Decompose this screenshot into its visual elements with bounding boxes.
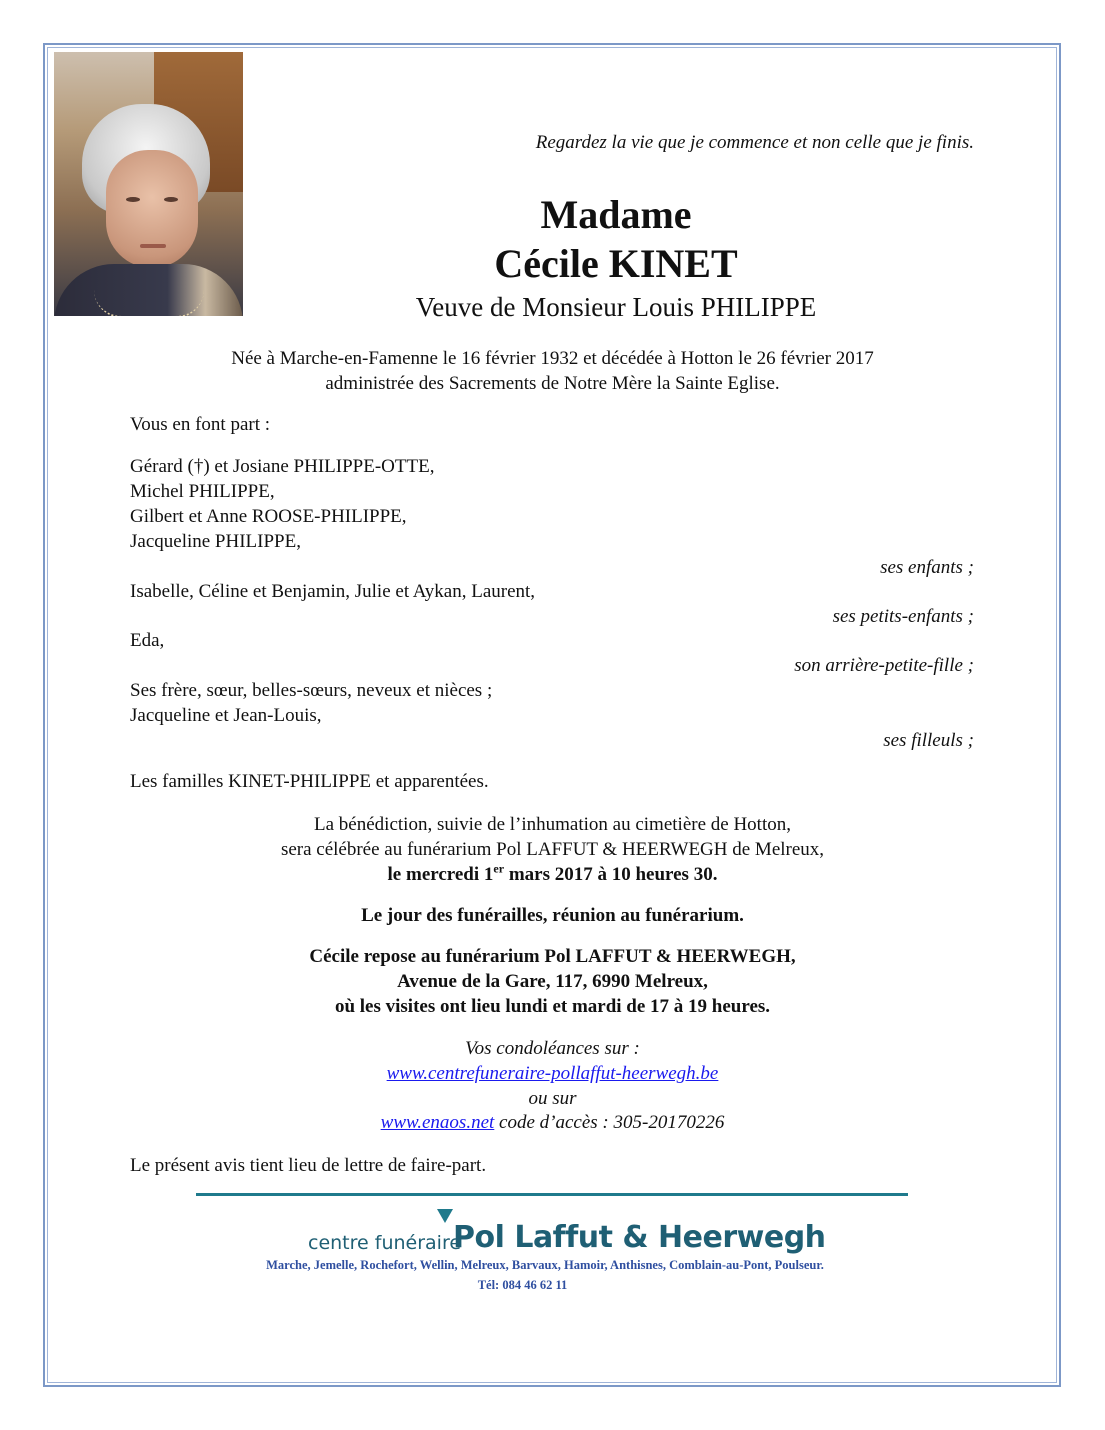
access-code: code d’accès : 305-20170226: [494, 1112, 725, 1133]
visit-line-3: où les visites ont lieu lundi et mardi de 17 à 19 heures.: [334, 996, 771, 1017]
grandchildren-line: Isabelle, Céline et Benjamin, Julie et Aykan, Laurent,: [130, 581, 536, 602]
families-line: Les familles KINET-PHILIPPE et apparentées.: [130, 771, 489, 792]
children-label: ses enfants ;: [880, 557, 974, 578]
funeral-home-website-link[interactable]: www.centrefuneraire-pollaffut-heerwegh.be: [386, 1063, 719, 1084]
widow-of: Veuve de Monsieur Louis PHILIPPE: [415, 292, 817, 322]
footer-brand-prefix: centre funéraire: [308, 1232, 462, 1254]
visit-line-1: Cécile repose au funérarium Pol LAFFUT & HEERWEGH,: [309, 946, 796, 967]
condolences-or: ou sur: [528, 1088, 577, 1109]
grandchildren-label: ses petits-enfants ;: [832, 606, 974, 627]
child-entry: Gilbert et Anne ROOSE-PHILIPPE,: [130, 506, 407, 527]
siblings-line: Ses frère, sœur, belles-sœurs, neveux et nièces ;: [130, 680, 493, 701]
visit-line-2: Avenue de la Gare, 117, 6990 Melreux,: [397, 971, 708, 992]
footer-towns: Marche, Jemelle, Rochefort, Wellin, Melreux, Barvaux, Hamoir, Anthisnes, Comblain-au-Pont, Poulseur.: [266, 1258, 824, 1272]
child-entry: Michel PHILIPPE,: [130, 481, 275, 502]
footer-brand-logo: Pol Laffut & Heerwegh: [453, 1220, 826, 1255]
condolences-enaos-row: [130, 1112, 975, 1134]
condolences-link-row: [130, 1063, 975, 1085]
footer-phone: Tél: 084 46 62 11: [477, 1278, 568, 1292]
sacraments-line: administrée des Sacrements de Notre Mère la Sainte Eglise.: [325, 373, 780, 394]
great-grandchild-label: son arrière-petite-fille ;: [794, 655, 974, 676]
portrait-photo: [54, 52, 243, 316]
footer-divider: [196, 1193, 908, 1196]
salutation: Madame: [540, 192, 692, 237]
godchildren-label: ses filleuls ;: [883, 730, 974, 751]
ceremony-line-1: La bénédiction, suivie de l’inhumation au cimetière de Hotton,: [314, 814, 791, 835]
announce-line: Vous en font part :: [130, 414, 271, 435]
condolences-intro: Vos condoléances sur :: [465, 1038, 640, 1059]
ceremony-line-2: sera célébrée au funérarium Pol LAFFUT & HEERWEGH de Melreux,: [280, 839, 825, 860]
enaos-website-link[interactable]: www.enaos.net: [380, 1112, 495, 1133]
godchildren-line: Jacqueline et Jean-Louis,: [130, 705, 322, 726]
child-entry: Jacqueline PHILIPPE,: [130, 531, 301, 552]
great-grandchild-line: Eda,: [130, 630, 165, 651]
birth-death-line: Née à Marche-en-Famenne le 16 février 1932 et décédée à Hotton le 26 février 2017: [231, 348, 874, 369]
reunion-line: Le jour des funérailles, réunion au funérarium.: [361, 905, 744, 926]
child-entry: Gérard (†) et Josiane PHILIPPE-OTTE,: [130, 456, 435, 477]
epigraph-quote: Regardez la vie que je commence et non celle que je finis.: [535, 132, 974, 153]
deceased-name: Cécile KINET: [494, 241, 738, 286]
footer-triangle-icon: [437, 1209, 453, 1223]
closing-line: Le présent avis tient lieu de lettre de faire-part.: [130, 1155, 487, 1176]
ceremony-date: le mercredi 1er mars 2017 à 10 heures 30.: [387, 861, 718, 885]
